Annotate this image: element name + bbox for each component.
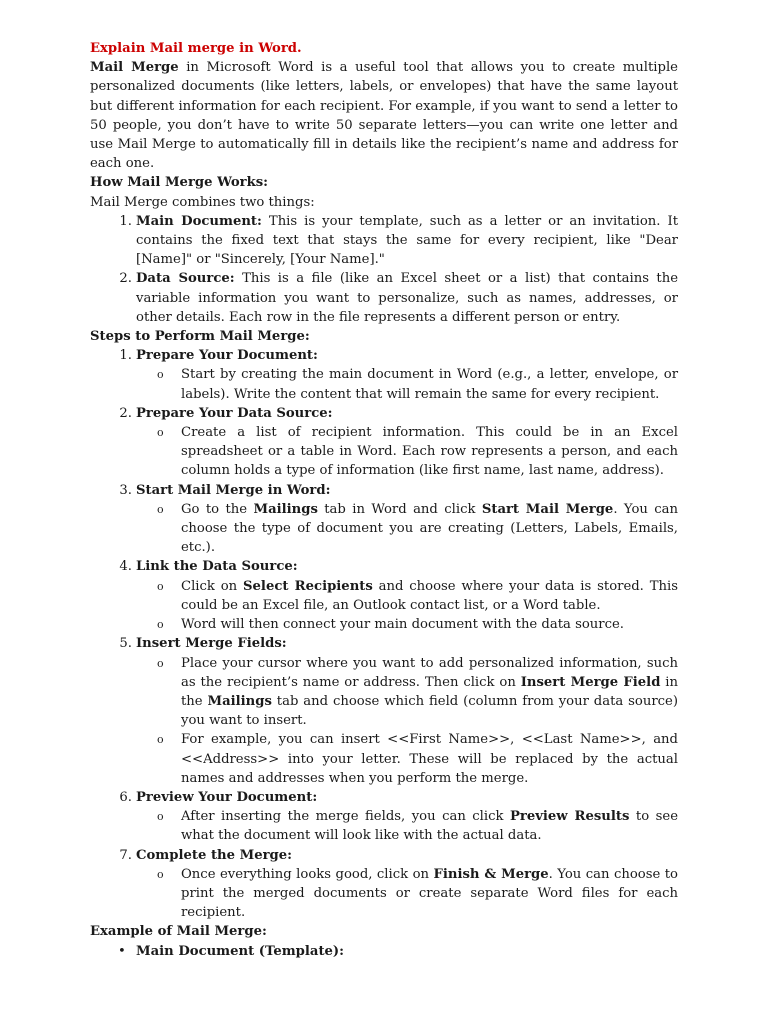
how-list-item	[90, 212, 678, 270]
step-bullet	[90, 423, 678, 481]
step-item	[90, 557, 678, 576]
item-text: This is a file (like an Excel sheet or a list) that contains the variable information you want to personalize, such as names, addresses, or other details. Each row in the file represents a different person or entry.	[136, 271, 679, 325]
bullet-text: Click on	[181, 578, 244, 594]
bullet-text: to see what the document will look like with the actual data.	[181, 809, 679, 844]
step-title: Link the Data Source:	[136, 559, 298, 575]
step-bullet	[90, 500, 678, 558]
intro-paragraph	[90, 58, 678, 173]
item-text: This is your template, such as a letter or an invitation. It contains the fixed text that stays the same for every recipient, like "Dear [Name]" or "Sincerely, [Your Name]."	[136, 213, 678, 268]
step-number: 4.	[119, 559, 132, 575]
example-item-text: Main Document (Template):	[136, 943, 345, 959]
example-list	[90, 942, 678, 961]
list-number: 2.	[119, 271, 132, 287]
step-title: Preview Your Document:	[136, 789, 318, 805]
example-heading: Example of Mail Merge:	[90, 924, 267, 940]
step-number: 3.	[119, 482, 132, 498]
bullet-text: Go to the	[181, 501, 254, 517]
document-title: Explain Mail merge in Word.	[90, 41, 302, 56]
step-title: Prepare Your Data Source:	[136, 405, 333, 421]
bullet-text: . You can choose to print the merged documents or create separate Word files for each recipient.	[181, 866, 679, 921]
bullet-text: and choose where your data is stored. This could be an Excel file, an Outlook contact list, or a Word table.	[181, 578, 678, 613]
step-item	[90, 346, 678, 365]
step-number: 2.	[119, 405, 132, 421]
bullet-text: . You can choose the type of document you are creating (Letters, Labels, Emails, etc.).	[181, 501, 679, 556]
example-item	[90, 942, 678, 961]
how-heading: How Mail Merge Works:	[90, 175, 268, 191]
bold-term: Mailings	[207, 693, 272, 709]
step-number: 1.	[119, 348, 132, 364]
steps-heading: Steps to Perform Mail Merge:	[90, 329, 310, 345]
step-title: Start Mail Merge in Word:	[136, 482, 331, 498]
circle-bullet-icon: o	[157, 867, 164, 881]
step-item	[90, 481, 678, 500]
step-bullet	[90, 730, 678, 788]
step-number: 5.	[119, 636, 132, 652]
circle-bullet-icon: o	[157, 502, 164, 516]
list-number: 1.	[119, 213, 132, 229]
bold-term: Finish & Merge	[433, 866, 549, 882]
circle-bullet-icon: o	[157, 656, 164, 670]
step-number: 7.	[119, 847, 132, 863]
step-item	[90, 846, 678, 865]
step-item	[90, 634, 678, 653]
bullet-text: Place your cursor where you want to add personalized information, such as the recipient’s name or address. Then click on	[181, 655, 678, 690]
bullet-text: tab and choose which field (column from your data source) you want to insert.	[181, 693, 678, 729]
how-list-item	[90, 269, 678, 327]
how-list	[90, 212, 678, 327]
step-bullet	[90, 865, 678, 923]
bullet-text: Word will then connect your main document with the data source.	[181, 617, 624, 633]
intro-text: in Microsoft Word is a useful tool that allows you to create multiple personalized documents (like letters, labels, or envelopes) that have the same layout but different information for each recipient. For example, if you want to send a letter to 50 people, you don’t have to write 50 separate letters—you can write one letter and use Mail Merge to automatically fill in details like the recipient’s name and address for each one.	[90, 60, 678, 172]
step-title: Complete the Merge:	[136, 847, 293, 863]
how-intro: Mail Merge combines two things:	[90, 194, 315, 210]
bullet-icon: •	[118, 943, 126, 959]
step-bullet	[90, 807, 678, 845]
step-bullet	[90, 365, 678, 403]
bullet-text: tab in Word and click	[317, 501, 482, 517]
step-item	[90, 404, 678, 423]
bullet-text: Once everything looks good, click on	[181, 866, 434, 882]
step-number: 6.	[119, 789, 132, 805]
step-bullet	[90, 577, 678, 615]
bullet-text: After inserting the merge fields, you can click	[181, 809, 510, 825]
step-bullet	[90, 615, 678, 634]
item-term: Main Document:	[136, 213, 262, 229]
document-page	[90, 39, 678, 961]
step-title: Insert Merge Fields:	[136, 636, 287, 652]
bold-term: Mailings	[253, 501, 318, 517]
circle-bullet-icon: o	[157, 733, 164, 747]
bold-term: Preview Results	[509, 809, 630, 825]
intro-bold: Mail Merge	[90, 60, 179, 76]
circle-bullet-icon: o	[157, 618, 164, 632]
circle-bullet-icon: o	[157, 368, 164, 382]
circle-bullet-icon: o	[157, 426, 164, 440]
bold-term: Select Recipients	[243, 578, 373, 594]
bullet-text: For example, you can insert <<First Name>>, <<Last Name>>, and <<Address>> into your letter. These will be replaced by the actual names and addresses when you perform the merge.	[181, 732, 678, 786]
step-title: Prepare Your Document:	[136, 348, 318, 364]
step-bullet	[90, 654, 678, 731]
item-term: Data Source:	[136, 271, 235, 287]
bullet-text: Create a list of recipient information. This could be in an Excel spreadsheet or a table in Word. Each row represents a person, and each column holds a type of information (like first name, last name, address).	[181, 425, 678, 479]
step-item	[90, 788, 678, 807]
bullet-text: Start by creating the main document in Word (e.g., a letter, envelope, or labels). Write the content that will remain the same for every recipient.	[181, 367, 678, 402]
bullet-text: in the	[181, 674, 679, 709]
bold-term: Insert Merge Field	[520, 674, 661, 690]
circle-bullet-icon: o	[157, 810, 164, 824]
circle-bullet-icon: o	[157, 579, 164, 593]
steps-list	[90, 346, 678, 922]
bold-term: Start Mail Merge	[481, 501, 614, 517]
